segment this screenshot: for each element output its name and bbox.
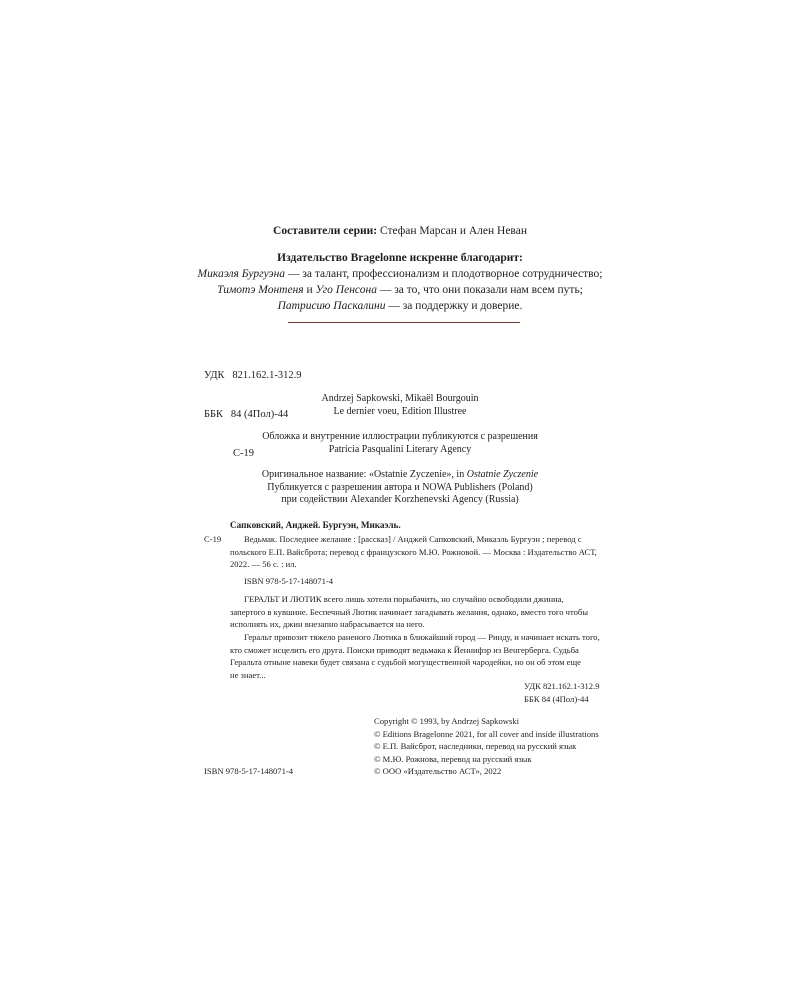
catalog-code: С-19 [204,534,222,544]
annotation-line: кто сможет исцелить его друга. Поиски приводят ведьмака к Йеннифэр из Венгерберга. Судьба [230,644,579,655]
agency-assistance: при содействии Alexander Korzhenevski Agency (Russia) [281,494,519,505]
acknowledgement-line-3 [150,298,650,314]
catalog-description [230,533,612,571]
author-mark: С-19 [233,448,254,459]
acknowledgements-title: Издательство Bragelonne искренне благодарит: [277,252,523,264]
annotation-line: Геральт привозит тяжело раненого Лютика в ближайший город — Ринду, и начинает искать того, [244,632,600,642]
catalog-udk: УДК 821.162.1-312.9 [524,681,600,691]
description-line: польского Е.П. Вайсброта; перевод с французского М.Ю. Рожновой. — Москва : Издательство АСТ, [230,546,597,557]
annotation-1 [230,593,612,631]
udk-code: УДК 821.162.1-312.9 [204,370,302,381]
description-line: 2022. — 56 с. : ил. [230,559,297,569]
series-compilers [150,224,650,239]
annotation-line: не знает... [230,669,266,680]
bbk-code: ББК 84 (4Пол)-44 [204,409,289,420]
isbn-footer: ISBN 978-5-17-148071-4 [204,766,294,776]
annotation-line: запертого в кувшине. Беспечный Лютик начинает загадывать желания, однако, вместо того чтобы [230,606,589,617]
catalog-classification [524,680,600,705]
illustrations-permission [200,431,600,456]
acknowledgement-conjunction: и [303,284,316,296]
original-name-label: Оригинальное название: «Ostatnie Zyczenie», in [261,469,467,480]
copyright-line: © М.Ю. Рожнова, перевод на русский язык [374,753,532,764]
annotation-line: Геральта отныне навеки будет связана с судьбой могущественной чародейки, но он об этом еще [230,657,581,667]
original-authors: Andrzej Sapkowski, Mikaël Bourgouin [321,393,479,404]
original-name-italic: Ostatnie Zyczenie [466,469,539,480]
copyright-line: © ООО «Издательство АСТ», 2022 [374,766,502,776]
copyright-block [374,715,599,778]
series-compilers-names: Стефан Марсан и Ален Неван [379,225,527,237]
original-title: Le dernier voeu, Edition Illustree [333,405,467,417]
acknowledgement-text: — за то, что они показали нам всем путь; [376,284,583,296]
annotation-2 [230,631,612,681]
catalog-heading: Сапковский, Анджей. Бургуэн, Микаэль. [230,520,401,530]
catalog-bbk: ББК 84 (4Пол)-44 [524,693,589,704]
cover-note: Обложка и внутренние иллюстрации публикуются с разрешения [262,431,538,442]
copyright-line: © Editions Bragelonne 2021, for all cover and inside illustrations [374,728,599,739]
publication-permission: Публикуется с разрешения автора и NOWA Publishers (Poland) [267,481,533,493]
acknowledgement-name: Патрисию Паскалини [277,300,386,312]
acknowledgement-name: Тимотэ Монтеня [217,284,304,296]
description-line: Ведьмак. Последнее желание : [рассказ] / Анджей Сапковский, Микаэль Бургуэн ; перевод с [244,534,582,544]
acknowledgement-name: Уго Пенсона [315,284,377,296]
acknowledgements [150,250,650,314]
cover-agency: Patricia Pasqualini Literary Agency [328,443,472,455]
copyright-line: Copyright © 1993, by Andrzej Sapkowski [374,716,519,726]
annotation-line: ГЕРАЛЬТ И ЛЮТИК всего лишь хотели порыбачить, но случайно освободили джинна, [244,594,564,604]
original-title-block [200,469,600,507]
acknowledgement-name: Микаэля Бургуэна [197,268,286,280]
copyright-line: © Е.П. Вайсброт, наследники, перевод на русский язык [374,741,577,751]
acknowledgement-text: — за талант, профессионализм и плодотворное сотрудничество; [285,268,603,280]
acknowledgement-line-1 [150,266,650,282]
original-credits [200,393,600,418]
catalog-isbn: ISBN 978-5-17-148071-4 [244,576,334,586]
series-compilers-label: Составители серии: [273,225,378,237]
section-divider [288,322,520,323]
acknowledgement-text: — за поддержку и доверие. [385,300,523,312]
annotation-line: исполнять их, джин внезапно набрасывается на него. [230,619,425,629]
original-name-line [200,469,600,482]
acknowledgement-line-2 [150,282,650,298]
